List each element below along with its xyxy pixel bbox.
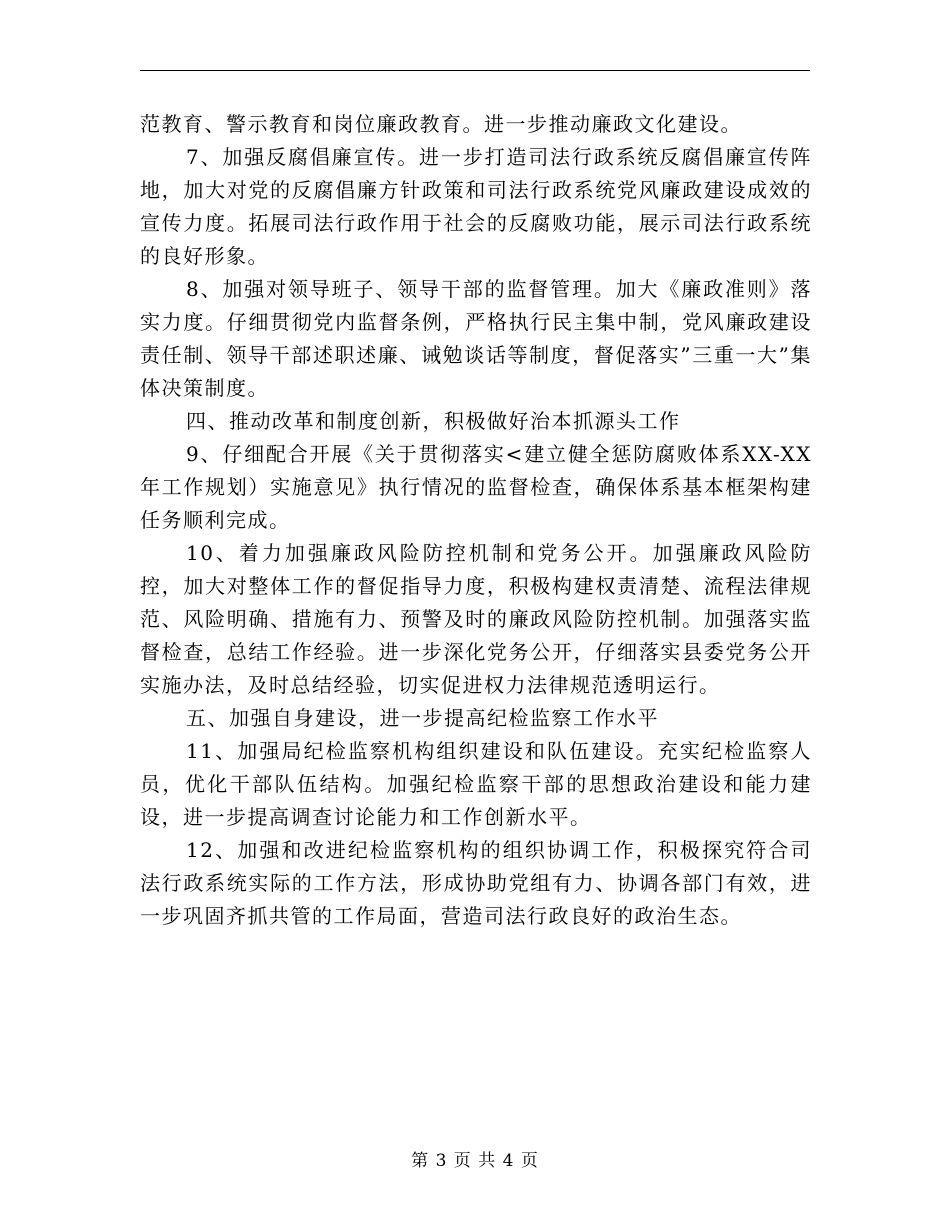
header-rule bbox=[140, 70, 810, 71]
section-heading-5: 五、加强自身建设，进一步提高纪检监察工作水平 bbox=[186, 706, 659, 730]
paragraph-1: 范教育、警示教育和岗位廉政教育。进一步推动廉政文化建设。 bbox=[140, 112, 742, 136]
paragraph-2: 7、加强反腐倡廉宣传。进一步打造司法行政系统反腐倡廉宣传阵地，加大对党的反腐倡廉方针政策和司法行政系统党风廉政建设成效的宣传力度。拓展司法行政作用于社会的反腐败功能，展示司法行政系统的良好形象。 bbox=[140, 145, 812, 268]
paragraph-3: 8、加强对领导班子、领导干部的监督管理。加大《廉政准则》落实力度。仔细贯彻党内监督条例，严格执行民主集中制，党风廉政建设责任制、领导干部述职述廉、诫勉谈话等制度，督促落实”三重一大”集体决策制度。 bbox=[140, 277, 812, 400]
paragraph-8: 11、加强局纪检监察机构组织建设和队伍建设。充实纪检监察人员，优化干部队伍结构。加强纪检监察干部的思想政治建设和能力建设，进一步提高调查讨论能力和工作创新水平。 bbox=[140, 739, 812, 829]
page-number-footer: 第 3 页 共 4 页 bbox=[411, 1151, 539, 1171]
section-heading-4: 四、推动改革和制度创新，积极做好治本抓源头工作 bbox=[186, 409, 681, 433]
paragraph-5: 9、仔细配合开展《关于贯彻落实<建立健全惩防腐败体系XX-XX年工作规划）实施意见》执行情况的监督检查，确保体系基本框架构建任务顺利完成。 bbox=[140, 442, 812, 532]
paragraph-9: 12、加强和改进纪检监察机构的组织协调工作，积极探究符合司法行政系统实际的工作方法，形成协助党组有力、协调各部门有效，进一步巩固齐抓共管的工作局面，营造司法行政良好的政治生态。 bbox=[140, 838, 812, 928]
document-body bbox=[140, 108, 812, 933]
paragraph-6: 10、着力加强廉政风险防控机制和党务公开。加强廉政风险防控，加大对整体工作的督促指导力度，积极构建权责清楚、流程法律规范、风险明确、措施有力、预警及时的廉政风险防控机制。加强落实监督检查，总结工作经验。进一步深化党务公开，仔细落实县委党务公开实施办法，及时总结经验，切实促进权力法律规范透明运行。 bbox=[140, 541, 812, 697]
